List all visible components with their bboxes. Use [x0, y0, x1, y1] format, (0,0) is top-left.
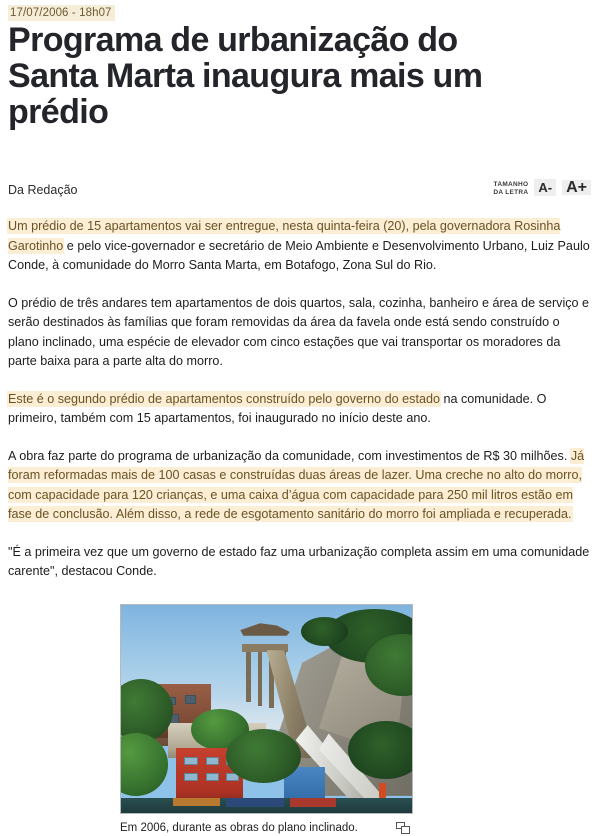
article-byline: Da Redação: [8, 183, 78, 197]
window: [206, 773, 219, 781]
paragraph-text: A obra faz parte do programa de urbanização da comunidade, com investimentos de R$ 30 milhões.: [8, 448, 571, 463]
tree: [301, 617, 348, 646]
worker: [379, 783, 386, 798]
article-paragraph: [8, 543, 592, 582]
font-size-label: [493, 179, 528, 196]
foreground-structure: [290, 798, 337, 807]
article-body: [8, 217, 592, 582]
font-size-label-line1: TAMANHO: [493, 181, 529, 188]
article-paragraph: [8, 294, 592, 372]
highlighted-text: Este é o segundo prédio de apartamentos construído pelo governo do estado: [8, 391, 440, 406]
window: [185, 695, 196, 704]
photo-caption: Em 2006, durante as obras do plano inclinado.: [120, 821, 358, 834]
article-timestamp: 17/07/2006 - 18h07: [8, 5, 115, 21]
window: [184, 773, 197, 781]
font-size-controls: [493, 179, 592, 196]
article-photo[interactable]: [120, 604, 413, 814]
caption-row: [120, 821, 413, 836]
foreground-structure: [173, 798, 220, 806]
paragraph-text: na comunidade. O primeiro, também com 15 apartamentos, foi inaugurado no início deste ano.: [8, 391, 547, 425]
window: [184, 757, 197, 765]
foreground-structure: [226, 798, 284, 807]
increase-font-size-button[interactable]: A+: [562, 180, 591, 195]
paragraph-text: e pelo vice-governador e secretário de Meio Ambiente e Desenvolvimento Urbano, Luiz Paulo Conde, à comunidade do Morro Santa Marta, em Botafogo, Zona Sul do Rio.: [8, 238, 590, 272]
article-paragraph: [8, 447, 592, 525]
article-paragraph: [8, 390, 592, 429]
byline-row: [8, 179, 592, 201]
font-size-label-line2: DA LETRA: [493, 188, 529, 196]
highlighted-text: Já foram reformadas mais de 100 casas e construídas duas áreas de lazer. Uma creche no alto do morro, com capacidade para 120 crianças, e uma caixa d’água com capacidade para 250 mil litros estão em fase de conclusão. Além disso, a rede de esgotamento sanitário do morro foi ampliada e recuperada.: [8, 448, 585, 521]
timestamp-row: [8, 0, 592, 19]
photo-scene: [121, 605, 412, 813]
page-title: Programa de urbanização do Santa Marta inaugura mais um prédio: [8, 21, 483, 131]
article-paragraph: [8, 217, 592, 276]
paragraph-text: "É a primeira vez que um governo de estado faz uma urbanização completa assim em uma comunidade carente", destacou Conde.: [8, 544, 590, 578]
tower-column: [258, 652, 263, 706]
expand-icon-front-rect: [401, 826, 410, 834]
tower-column: [246, 652, 251, 702]
article-figure: [120, 604, 415, 836]
paragraph-text: O prédio de três andares tem apartamentos de dois quartos, sala, cozinha, banheiro e área de serviço e serão destinados às famílias que foram removidas da área da favela onde está sendo construído o plano inclinado, uma espécie de elevador com cinco estações que vai transportar os moradores da parte baixa para a parte alta do morro.: [8, 295, 590, 368]
window: [206, 757, 219, 765]
highlighted-text: Um prédio de 15 apartamentos vai ser entregue, nesta quinta-feira (20), pela governadora Rosinha Garotinho: [8, 219, 561, 253]
expand-icon[interactable]: [396, 822, 411, 835]
decrease-font-size-button[interactable]: A-: [534, 179, 556, 196]
